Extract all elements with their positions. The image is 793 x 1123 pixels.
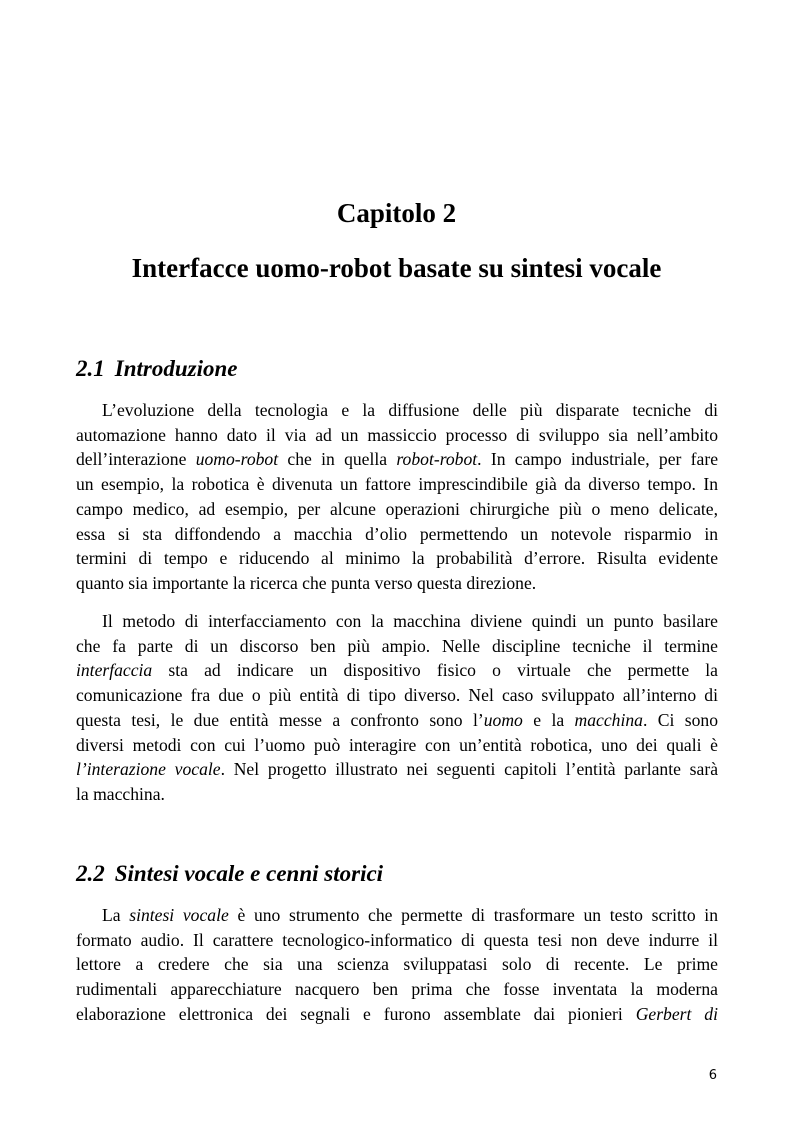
italic-text: uomo xyxy=(483,709,523,730)
text-run: rudimentali apparecchiature nacquero ben prima che fosse inventata la moderna xyxy=(76,979,718,1000)
text-run: dell’interazione xyxy=(76,449,196,470)
italic-text: Gerbert di xyxy=(635,1003,718,1024)
section-number: 2.1 xyxy=(76,356,105,381)
text-run: che in quella xyxy=(278,449,397,470)
text-run: formato audio. Il carattere tecnologico-informatico di questa tesi non deve indurre il xyxy=(76,929,718,950)
text-line xyxy=(76,447,718,472)
text-run: essa si sta diffondendo a macchia d’olio permettendo un notevole risparmio in xyxy=(76,523,718,544)
text-line xyxy=(76,708,718,733)
text-run: campo medico, ad esempio, per alcune operazioni chirurgiche più o meno delicate, xyxy=(76,498,718,519)
text-run: La xyxy=(102,905,130,925)
chapter-title: Interfacce uomo-robot basate su sintesi vocale xyxy=(131,253,662,283)
text-line xyxy=(76,658,718,683)
paragraph-intro-2 xyxy=(76,609,718,807)
text-line xyxy=(76,571,718,596)
text-run: elaborazione elettronica dei segnali e furono assemblate dai pionieri xyxy=(76,1003,636,1024)
section-title: Introduzione xyxy=(114,356,238,381)
paragraph-intro-1 xyxy=(76,398,718,596)
paragraph-sintesi-1 xyxy=(76,903,718,1027)
text-line xyxy=(76,977,718,1002)
text-run: L’evoluzione della tecnologia e la diffusione delle più disparate tecniche di xyxy=(102,400,718,420)
text-run: e la xyxy=(522,709,575,730)
text-line xyxy=(76,952,718,977)
text-line xyxy=(76,472,718,497)
text-run: diversi metodi con cui l’uomo può interagire con un’entità robotica, uno dei quali è xyxy=(76,734,718,755)
text-run: questa tesi, le due entità messe a confronto sono l’ xyxy=(76,709,484,730)
text-run: comunicazione fra due o più entità di tipo diverso. Nel caso sviluppato all’interno di xyxy=(76,685,718,706)
text-run: che fa parte di un discorso ben più ampio. Nelle discipline tecniche il termine xyxy=(76,635,718,656)
text-line xyxy=(76,634,718,659)
section-heading-introduzione xyxy=(76,356,237,382)
text-line xyxy=(76,546,718,571)
text-line xyxy=(76,757,718,782)
text-line xyxy=(76,1002,718,1027)
italic-text: l’interazione vocale xyxy=(76,759,221,780)
text-run: sta ad indicare un dispositivo fisico o virtuale che permette la xyxy=(152,660,718,681)
section-number: 2.2 xyxy=(76,861,105,886)
text-run: Il metodo di interfacciamento con la macchina diviene quindi un punto basilare xyxy=(102,611,718,631)
text-line xyxy=(76,497,718,522)
section-heading-sintesi-vocale xyxy=(76,861,383,887)
text-line xyxy=(76,782,718,807)
italic-text: robot-robot xyxy=(396,449,478,470)
text-run: . Nel progetto illustrato nei seguenti capitoli l’entità parlante sarà xyxy=(220,759,719,780)
italic-text: interfaccia xyxy=(76,660,153,681)
text-run: automazione hanno dato il via ad un massiccio processo di sviluppo sia nell’ambito xyxy=(76,424,718,445)
text-line xyxy=(76,609,718,634)
chapter-number: Capitolo 2 xyxy=(336,198,457,228)
text-line xyxy=(76,733,718,758)
text-run: termini di tempo e riducendo al minimo la probabilità d’errore. Risulta evidente xyxy=(76,548,718,569)
text-run: la macchina. xyxy=(76,783,165,804)
text-line xyxy=(76,683,718,708)
italic-text: macchina xyxy=(574,709,643,730)
text-run: lettore a credere che sia una scienza sviluppatasi solo di recente. Le prime xyxy=(76,954,718,975)
text-run: . In campo industriale, per fare xyxy=(477,449,719,470)
text-line xyxy=(76,928,718,953)
text-line xyxy=(76,398,718,423)
text-line xyxy=(76,423,718,448)
page-number: 6 xyxy=(708,1068,717,1083)
text-run: quanto sia importante la ricerca che punta verso questa direzione. xyxy=(76,572,537,593)
text-line xyxy=(76,522,718,547)
text-run: è uno strumento che permette di trasformare un testo scritto in xyxy=(228,905,718,925)
text-run: un esempio, la robotica è divenuta un fattore imprescindibile già da diverso tempo. In xyxy=(76,474,718,495)
italic-text: sintesi vocale xyxy=(129,905,229,925)
text-line xyxy=(76,903,718,928)
italic-text: uomo-robot xyxy=(195,449,279,470)
text-run: . Ci sono xyxy=(642,709,719,730)
section-title: Sintesi vocale e cenni storici xyxy=(114,861,384,886)
